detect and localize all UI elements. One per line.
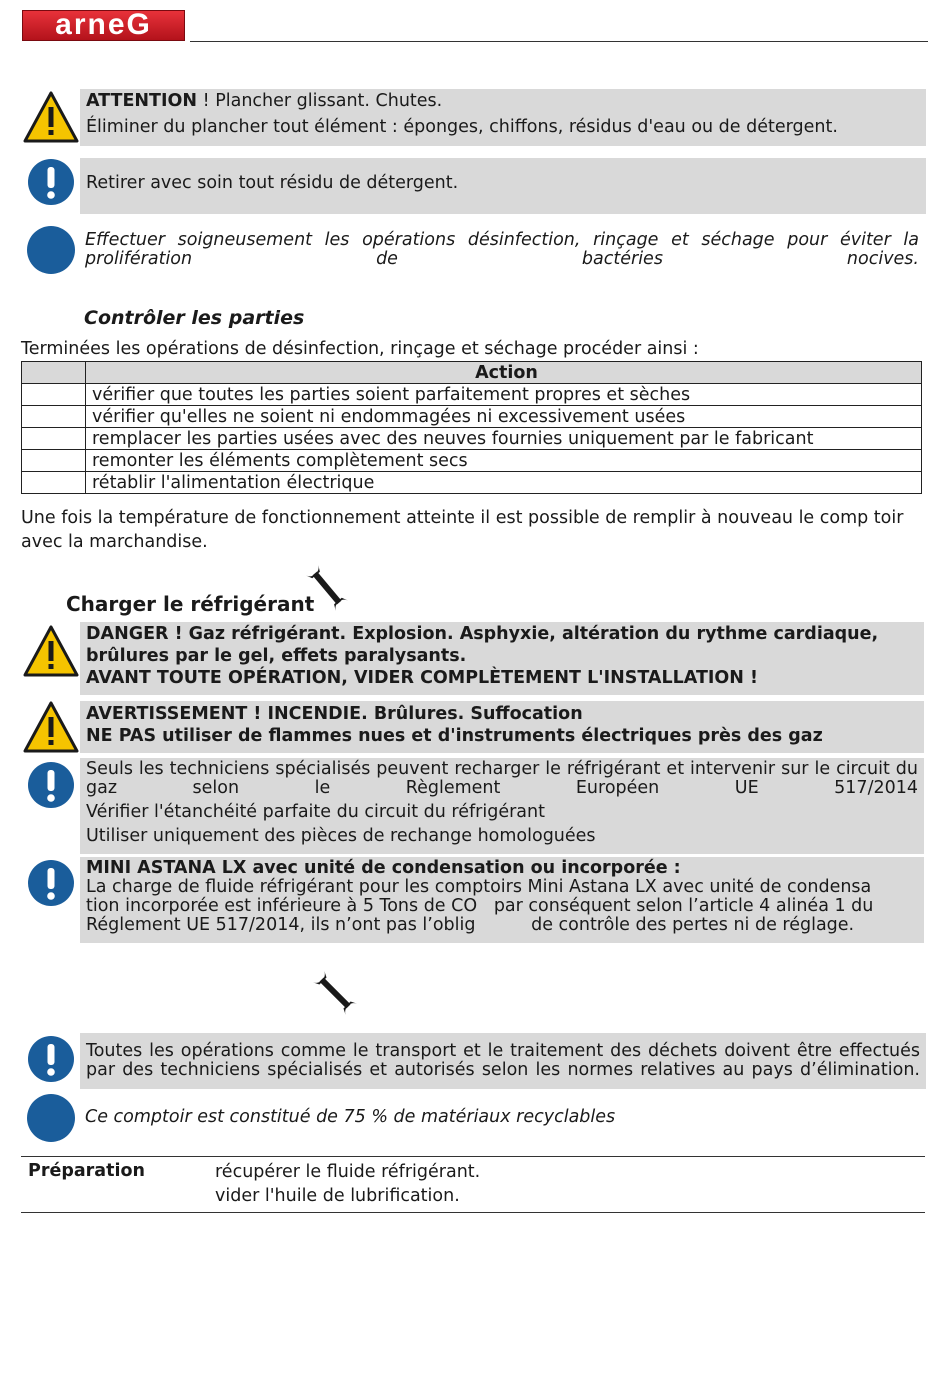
table-header-row [22,362,922,384]
table-row [22,384,922,406]
technicians-box [80,758,924,854]
wrench-icon [308,968,362,1022]
mandatory-action-icon [27,761,75,813]
slip-title-rest: ! Plancher glissant. Chutes. [197,91,443,111]
info-circle-icon [27,226,75,274]
detergent-text: Retirer avec soin tout résidu de détergent. [86,173,459,193]
prep-step: récupérer le fluide réfrigérant. [215,1162,481,1182]
action-table [21,361,922,494]
leak-check-text: Vérifier l'étanchéité parfaite du circuit du réfrigérant [86,802,545,822]
table-cell-empty [22,428,86,450]
refrigerant-title: Charger le réfrigérant [66,592,315,616]
slip-warning-box [80,89,926,146]
fire-warning-title: AVERTISSEMENT ! INCENDIE. Brûlures. Suffocation [86,704,583,724]
table-cell-empty [22,384,86,406]
prep-label: Préparation [28,1161,145,1181]
arneg-logo: arneG [22,10,185,41]
prep-top-rule [21,1156,925,1157]
table-cell-action: remplacer les parties usées avec des neuves fournies uniquement par le fabricant [86,428,922,450]
header-rule [190,41,928,42]
warning-triangle-icon [23,700,79,760]
table-row [22,472,922,494]
mini-astana-text: La charge de fluide réfrigérant pour les comptoirs Mini Astana LX avec unité de condensa tion incorporée est inférieure à 5 Tons de CO par conséquent selon l’article 4 alinéa 1 du Réglement UE 517/2014, ils n’ont pas l’oblig de contrôle des pertes ni de réglage. [86,877,879,935]
check-intro: Terminées les opérations de désinfection, rinçage et séchage procéder ainsi : [21,339,699,359]
table-cell-action: vérifier que toutes les parties soient parfaitement propres et sèches [86,384,922,406]
wrench-icon [300,563,354,617]
table-cell-action: remonter les éléments complètement secs [86,450,922,472]
danger-instruction: AVANT TOUTE OPÉRATION, VIDER COMPLÈTEMENT L'INSTALLATION ! [86,668,758,688]
check-outro: Une fois la température de fonctionnement atteinte il est possible de remplir à nouveau le comp toir avec la marchandise. [21,508,904,552]
table-header-empty [22,362,86,384]
spare-parts-text: Utiliser uniquement des pièces de rechange homologuées [86,826,596,846]
fire-warning-text: NE PAS utiliser de flammes nues et d'instruments électriques près des gaz [86,726,823,746]
mini-astana-box [80,857,924,943]
table-cell-empty [22,450,86,472]
table-row [22,406,922,428]
prep-bottom-rule [21,1212,925,1213]
slip-instruction: Éliminer du plancher tout élément : éponges, chiffons, résidus d'eau ou de détergent. [86,117,838,137]
table-cell-action: vérifier qu'elles ne soient ni endommagées ni excessivement usées [86,406,922,428]
disinfect-text: Effectuer soigneusement les opérations désinfection, rinçage et séchage pour éviter la prolifération de bactéries nocives. [85,230,919,269]
slip-title: ATTENTION [86,91,198,111]
disposal-box [80,1033,926,1089]
info-circle-icon [27,1094,75,1142]
table-cell-action: rétablir l'alimentation électrique [86,472,922,494]
technicians-text: Seuls les techniciens spécialisés peuvent recharger le réfrigérant et intervenir sur le circuit du gaz selon le Règlement Européen UE 517/2014 [86,759,918,798]
check-title: Contrôler les parties [84,307,305,329]
mandatory-action-icon [27,1035,75,1087]
disposal-text: Toutes les opérations comme le transport et le traitement des déchets doivent être effectués par des techniciens spécialisés et autorisés selon les normes relatives au pays d’élimination. [86,1041,920,1080]
prep-step: vider l'huile de lubrification. [215,1186,460,1206]
table-row [22,428,922,450]
prep-steps [215,1160,480,1208]
warning-triangle-icon [23,90,79,150]
mini-astana-title: MINI ASTANA LX avec unité de condensation ou incorporée : [86,858,681,878]
recycle-text: Ce comptoir est constitué de 75 % de matériaux recyclables [85,1107,616,1127]
table-row [22,450,922,472]
table-cell-empty [22,406,86,428]
danger-box [80,622,924,695]
warning-triangle-icon [23,624,79,684]
mandatory-action-icon [27,859,75,911]
fire-warning-box [80,701,924,753]
detergent-box [80,158,926,214]
table-cell-empty [22,472,86,494]
table-header-action: Action [86,362,922,384]
mandatory-action-icon [27,158,75,210]
danger-text: DANGER ! Gaz réfrigérant. Explosion. Asphyxie, altération du rythme cardiaque, brûlures par le gel, effets paralysants. [86,624,879,666]
